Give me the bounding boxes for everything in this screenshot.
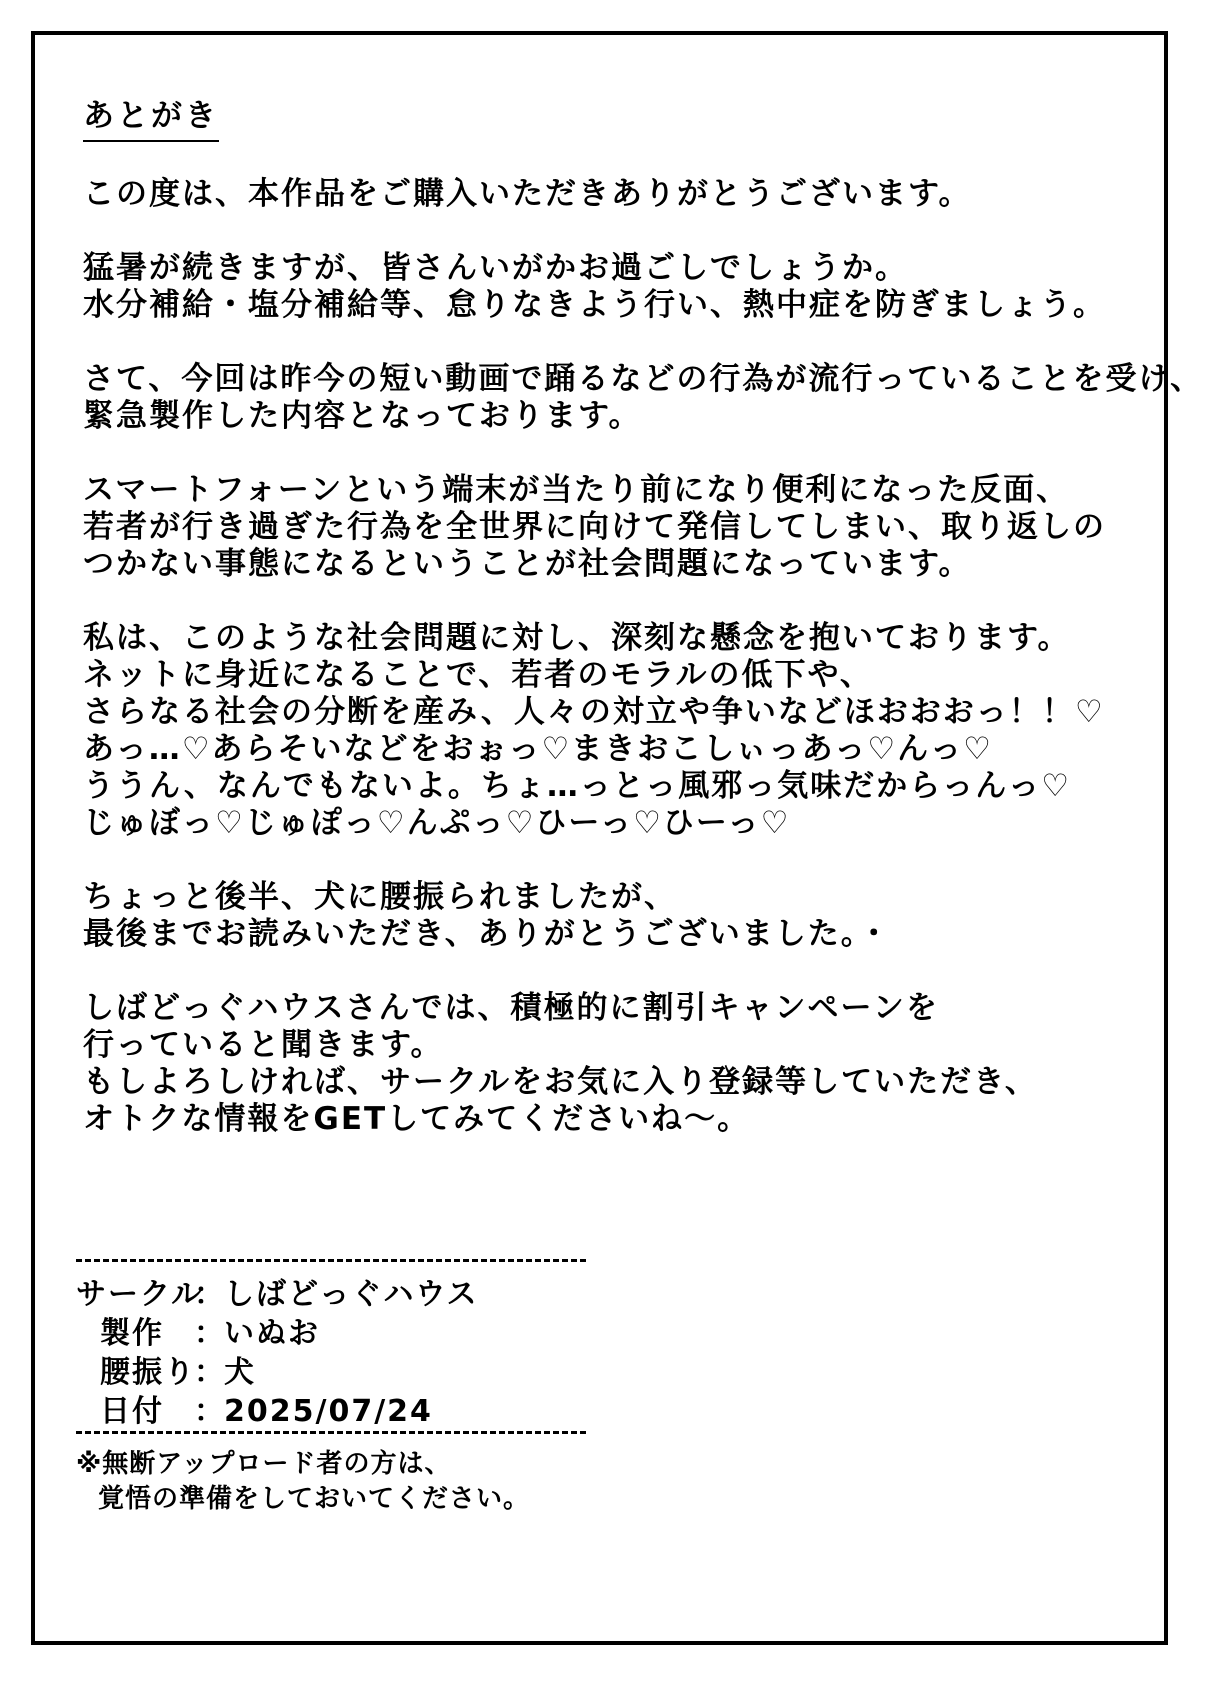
text-line: ううん、なんでもないよ。ちょ…っとっ風邪っ気味だからっんっ♡ xyxy=(83,768,1072,804)
paragraph-closing xyxy=(83,879,1143,953)
credit-label: 日付 xyxy=(100,1394,164,1429)
credit-row-hip xyxy=(76,1353,479,1392)
afterword-body xyxy=(83,96,1204,1138)
text-line: この度は、本作品をご購入いただきありがとうございます。 xyxy=(83,176,972,212)
credit-label: 腰振り xyxy=(100,1355,196,1390)
credit-colon: ： xyxy=(194,1394,226,1429)
text-line: オトクな情報をGETしてみてくださいね～。 xyxy=(83,1101,751,1137)
text-line: 緊急製作した内容となっております。 xyxy=(83,398,642,434)
paragraph-concern xyxy=(83,620,1143,842)
paragraph-heat xyxy=(83,250,1143,324)
credit-value: 2025/07/24 xyxy=(224,1394,433,1429)
text-line: さて、今回は昨今の短い動画で踊るなどの行為が流行っていることを受け、 xyxy=(83,361,1204,397)
page-title: あとがき xyxy=(83,96,219,142)
credit-row-circle xyxy=(76,1275,479,1314)
text-line: ネットに身近になることで、若者のモラルの低下や、 xyxy=(83,657,873,693)
text-line: ちょっと後半、犬に腰振られましたが、 xyxy=(83,879,677,915)
text-line: 猛暑が続きますが、皆さんいがかお過ごしでしょうか。 xyxy=(83,250,908,286)
credit-colon: ： xyxy=(194,1355,226,1390)
credit-label: 製作 xyxy=(100,1316,164,1351)
paragraph-intro xyxy=(83,361,1204,435)
upload-notice xyxy=(76,1447,530,1517)
notice-line: ※無断アップロード者の方は、 xyxy=(76,1449,452,1479)
text-line: 私は、このような社会問題に対し、深刻な懸念を抱いております。 xyxy=(83,620,1071,656)
credit-colon: ： xyxy=(194,1277,226,1312)
credit-value: しばどっぐハウス xyxy=(224,1277,479,1312)
divider-bottom xyxy=(76,1431,586,1434)
credit-label: サークル xyxy=(76,1277,204,1312)
text-line: じゅぼっ♡じゅぽっ♡んぷっ♡ひーっ♡ひーっ♡ xyxy=(83,805,791,841)
text-line: つかない事態になるということが社会問題になっています。 xyxy=(83,546,972,582)
credit-colon: ： xyxy=(194,1316,226,1351)
credits-block xyxy=(76,1275,479,1431)
paragraph-promo xyxy=(83,990,1143,1138)
text-line: もしよろしければ、サークルをお気に入り登録等していただき、 xyxy=(83,1064,1038,1100)
notice-line: 覚悟の準備をしておいてください。 xyxy=(98,1484,531,1514)
text-line: 最後までお読みいただき、ありがとうございました。・ xyxy=(83,916,892,952)
text-line: さらなる社会の分断を産み、人々の対立や争いなどほおおおっ！！♡ xyxy=(83,694,1105,730)
paragraph-thanks xyxy=(83,176,1143,213)
credit-row-production xyxy=(76,1314,479,1353)
text-line: 若者が行き過ぎた行為を全世界に向けて発信してしまい、取り返しの xyxy=(83,509,1106,545)
text-line: しばどっぐハウスさんでは、積極的に割引キャンペーンを xyxy=(83,990,939,1026)
credit-value: 犬 xyxy=(224,1355,256,1390)
text-line: あっ…♡あらそいなどをおぉっ♡まきおこしぃっあっ♡んっ♡ xyxy=(83,731,993,767)
paragraph-smartphone xyxy=(83,472,1143,583)
text-line: 水分補給・塩分補給等、怠りなきよう行い、熱中症を防ぎましょう。 xyxy=(83,287,1106,323)
credit-value: いぬお xyxy=(224,1316,320,1351)
text-line: 行っていると聞きます。 xyxy=(83,1027,444,1063)
divider-top xyxy=(76,1259,586,1262)
text-line: スマートフォーンという端末が当たり前になり便利になった反面、 xyxy=(83,472,1070,508)
credit-row-date xyxy=(76,1392,479,1431)
